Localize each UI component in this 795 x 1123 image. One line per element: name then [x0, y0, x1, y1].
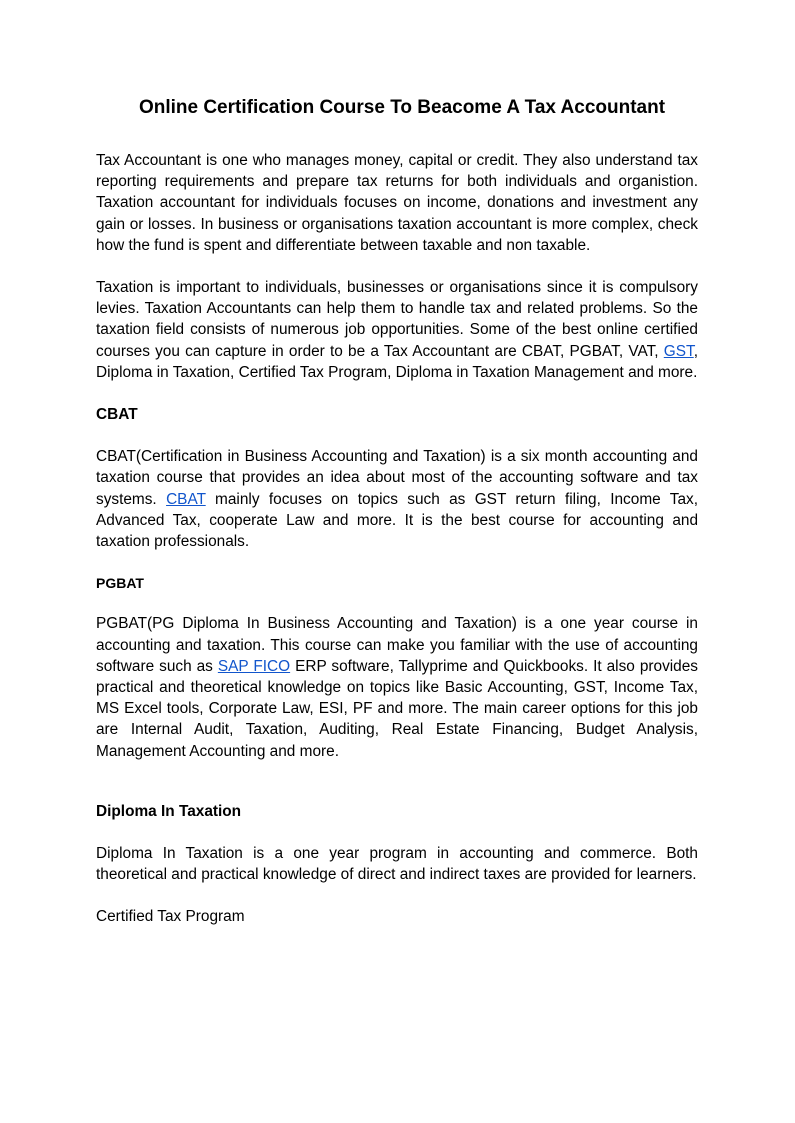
gst-link[interactable]: GST — [663, 342, 694, 360]
intro-paragraph-2-text-b: , Diploma in Taxation, Certified Tax Program, Diploma in Taxation Management and more. — [96, 342, 698, 381]
pgbat-paragraph-text-b: ERP software, Tallyprime and Quickbooks. It also provides practical and theoretical knowledge on topics like Basic Accounting, GST, Income Tax, MS Excel tools, Corporate Law, ESI, PF and more. The main career options for this job are Internal Audit, Taxation, Auditing, Real Estate Financing, Budget Analysis, Management Accounting and more. — [96, 657, 698, 760]
intro-paragraph-1: Tax Accountant is one who manages money, capital or credit. They also understand tax reporting requirements and prepare tax returns for both individuals and organistion. Taxation accountant for individuals focuses on income, donations and investment any gain or losses. In business or organisations taxation accountant is more complex, check how the fund is spent and differentiate between taxable and non taxable. — [96, 152, 698, 254]
sap-fico-link[interactable]: SAP FICO — [217, 657, 291, 675]
pgbat-paragraph-text-a: PGBAT(PG Diploma In Business Accounting and Taxation) is a one year course in accounting and taxation. This course can make you familiar with the use of accounting software such as — [96, 615, 698, 675]
cbat-paragraph-text-b: mainly focuses on topics such as GST return filing, Income Tax, Advanced Tax, cooperate Law and more. It is the best course for accounting and taxation professionals. — [96, 490, 698, 551]
page-title: Online Certification Course To Beacome A Tax Accountant — [138, 97, 666, 118]
cbat-link[interactable]: CBAT — [166, 490, 206, 508]
certified-tax-program-heading: Certified Tax Program — [96, 908, 245, 926]
cbat-paragraph — [96, 446, 698, 552]
intro-paragraph-2-text-a: Taxation is important to individuals, businesses or organisations since it is compulsory levies. Taxation Accountants can help them to handle tax and related problems. So the taxation field consists of numerous job opportunities. Some of the best online certified courses you can capture in order to be a Tax Accountant are CBAT, PGBAT, VAT, — [96, 279, 698, 360]
pgbat-heading: PGBAT — [96, 575, 144, 592]
cbat-heading: CBAT — [96, 406, 138, 424]
pgbat-paragraph — [96, 613, 698, 761]
diploma-heading: Diploma In Taxation — [96, 802, 242, 820]
cbat-paragraph-text-a: CBAT(Certification in Business Accounting and Taxation) is a six month accounting and taxation course that provides an idea about most of the accounting software and tax systems. — [96, 448, 698, 508]
document-page — [96, 94, 698, 928]
intro-paragraph-2 — [96, 277, 698, 383]
diploma-paragraph: Diploma In Taxation is a one year program in accounting and commerce. Both theoretical and practical knowledge of direct and indirect taxes are provided for learners. — [96, 845, 698, 884]
